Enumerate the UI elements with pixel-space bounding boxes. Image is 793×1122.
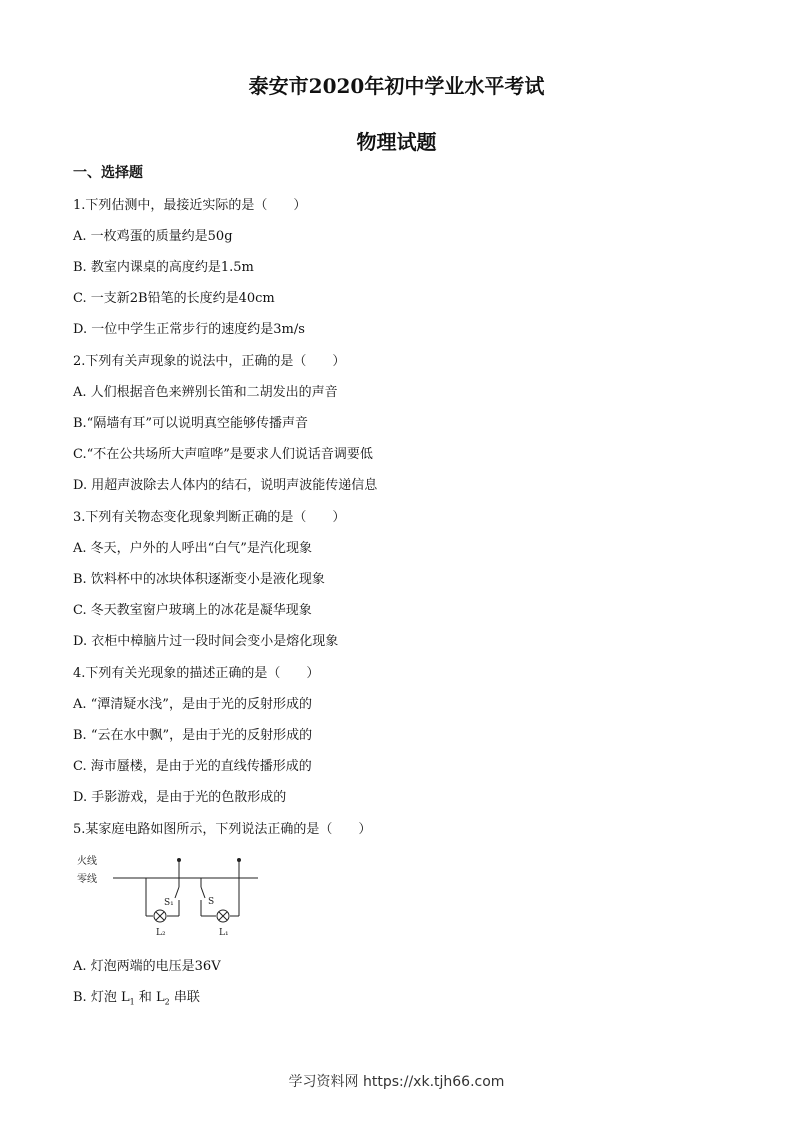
q4-option-b: B. “云在水中飘”，是由于光的反射形成的 bbox=[73, 728, 313, 743]
q1-option-c: C. 一支新2B铅笔的长度约是40cm bbox=[73, 291, 275, 306]
q4-stem: 4.下列有关光现象的描述正确的是（ ） bbox=[73, 666, 320, 681]
q4-option-c: C. 海市蜃楼，是由于光的直线传播形成的 bbox=[73, 759, 312, 774]
switch-s-label: S bbox=[208, 897, 215, 907]
q2-option-d: D. 用超声波除去人体内的结石，说明声波能传递信息 bbox=[73, 478, 378, 493]
q1-stem: 1.下列估测中，最接近实际的是（ ） bbox=[73, 198, 307, 213]
q2-option-c: C.“不在公共场所大声喧哗”是要求人们说话音调要低 bbox=[73, 447, 373, 462]
household-circuit-diagram bbox=[73, 852, 273, 938]
q4-option-d: D. 手影游戏，是由于光的色散形成的 bbox=[73, 790, 287, 805]
q3-option-c: C. 冬天教室窗户玻璃上的冰花是凝华现象 bbox=[73, 603, 312, 618]
q1-option-d: D. 一位中学生正常步行的速度约是3m/s bbox=[73, 322, 305, 337]
switch-s1-label: S₁ bbox=[164, 898, 174, 908]
lamp-l1-label: L₁ bbox=[219, 928, 229, 938]
lamp-l2-label: L₂ bbox=[156, 928, 166, 938]
lamp-l1-icon bbox=[217, 910, 229, 922]
q2-option-b: B.“隔墙有耳”可以说明真空能够传播声音 bbox=[73, 416, 308, 431]
q3-stem: 3.下列有关物态变化现象判断正确的是（ ） bbox=[73, 510, 346, 525]
q5-option-a: A. 灯泡两端的电压是36V bbox=[73, 959, 221, 974]
live-wire-label: 火线 bbox=[77, 856, 97, 867]
q5-stem: 5.某家庭电路如图所示，下列说法正确的是（ ） bbox=[73, 822, 372, 837]
neutral-wire-label: 零线 bbox=[77, 874, 97, 885]
q2-option-a: A. 人们根据音色来辨别长笛和二胡发出的声音 bbox=[73, 385, 338, 400]
exam-title: 泰安市2020年初中学业水平考试 bbox=[248, 74, 545, 98]
exam-subtitle: 物理试题 bbox=[356, 130, 437, 154]
q1-option-b: B. 教室内课桌的高度约是1.5m bbox=[73, 260, 254, 275]
q3-option-a: A. 冬天，户外的人呼出“白气”是汽化现象 bbox=[73, 541, 312, 556]
q3-option-b: B. 饮料杯中的冰块体积逐渐变小是液化现象 bbox=[73, 572, 325, 587]
section-heading: 一、选择题 bbox=[73, 165, 143, 181]
footer-site-link: 学习资料网 https://xk.tjh66.com bbox=[288, 1074, 505, 1090]
lamp-l2-icon bbox=[154, 910, 166, 922]
q1-option-a: A. 一枚鸡蛋的质量约是50g bbox=[73, 229, 233, 244]
q5-option-b: B. 灯泡 $L_1$ 和 $L_2$ 串联 bbox=[73, 990, 200, 1007]
q2-stem: 2.下列有关声现象的说法中，正确的是（ ） bbox=[73, 354, 346, 369]
q4-option-a: A. “潭清疑水浅”，是由于光的反射形成的 bbox=[73, 697, 312, 712]
q3-option-d: D. 衣柜中樟脑片过一段时间会变小是熔化现象 bbox=[73, 634, 339, 649]
